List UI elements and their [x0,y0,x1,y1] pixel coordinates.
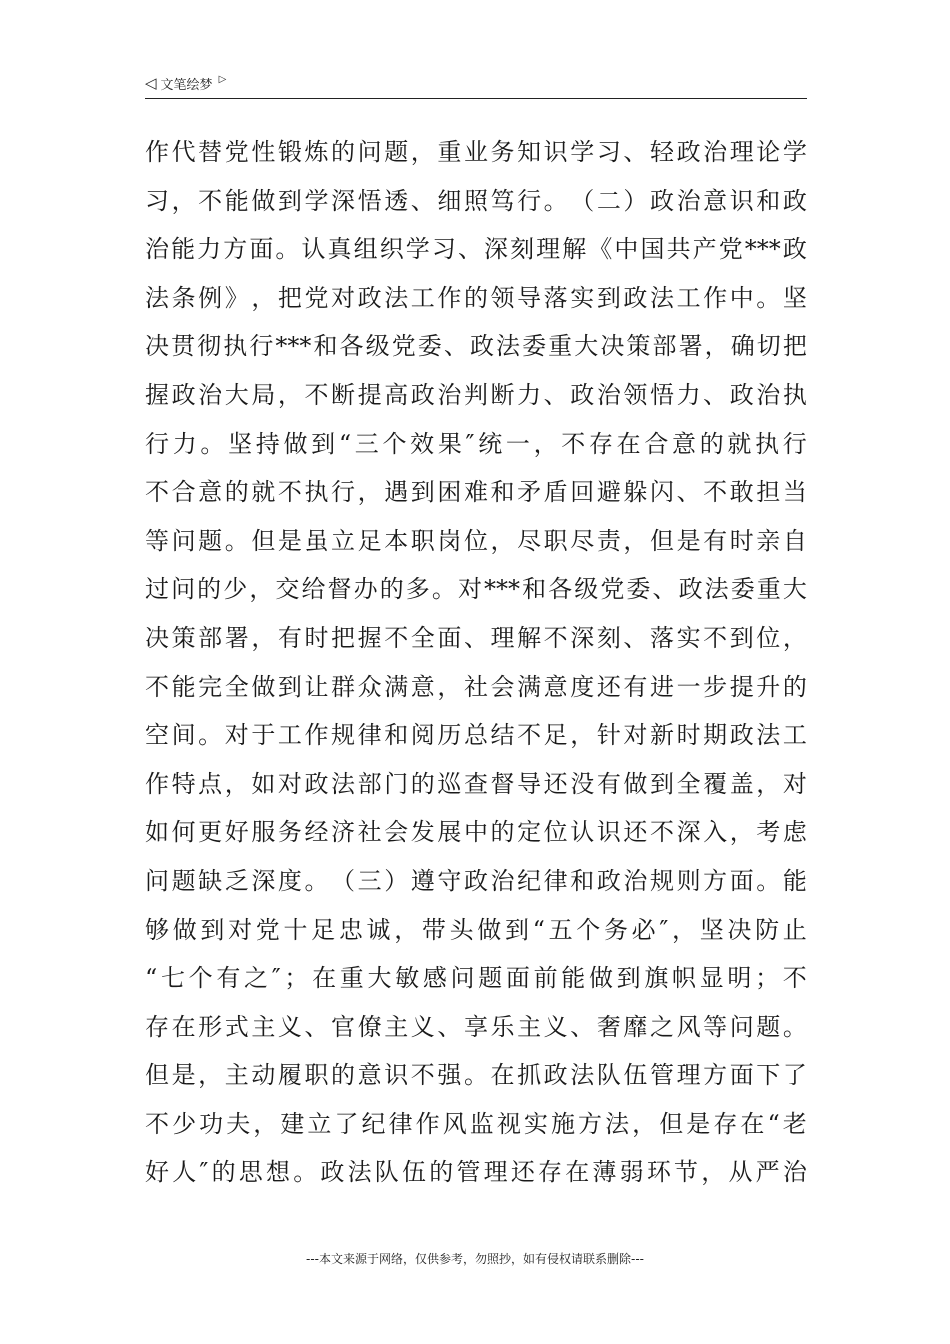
text-line: 决 策 部 署 ， 有 时 把 握 不 全 面 、 理 解 不 深 刻 、 落 实 不 到 位 ， [145,623,807,652]
text-line: 不 合 意 的 就 不 执 行 ， 遇 到 困 难 和 矛 盾 回 避 躲 闪 、 不 敢 担 当 [145,478,807,507]
text-line: 治 能 力 方 面 。 认 真 组 织 学 习 、 深 刻 理 解 《 中 国 共 产 党 *** 政 [145,235,807,264]
text-line: 存 在 形 式 主 义 、 官 僚 主 义 、 享 乐 主 义 、 奢 靡 之 风 等 问 题 。 [145,1012,807,1041]
text-line: 行 力 。 坚 持 做 到 “ 三 个 效 果 ″ 统 一 ， 不 存 在 合 意 的 就 执 行 [145,429,807,458]
text-line: 过 问 的 少 ， 交 给 督 办 的 多 。 对 *** 和 各 级 党 委 、 政 法 委 重 大 [145,575,807,604]
text-line: 问 题 缺 乏 深 度 。 （ 三 ） 遵 守 政 治 纪 律 和 政 治 规 则 方 面 。 能 [145,866,807,895]
brand-name: 文笔绘梦 [160,77,213,93]
text-line: 决 贯 彻 执 行 *** 和 各 级 党 委 、 政 法 委 重 大 决 策 部 署 ， 确 切 把 [145,332,807,361]
text-line: 但 是 ， 主 动 履 职 的 意 识 不 强 。 在 抓 政 法 队 伍 管 理 方 面 下 了 [145,1061,807,1090]
text-line: 够 做 到 对 党 十 足 忠 诚 ， 带 头 做 到 “ 五 个 务 必 ″ ， 坚 决 防 止 [145,915,807,944]
text-line: 好 人 ″ 的 思 想 。 政 法 队 伍 的 管 理 还 存 在 薄 弱 环 节 ， 从 严 治 [145,1158,807,1187]
footer-disclaimer: ---本文来源于网络，仅供参考，勿照抄，如有侵权请联系删除--- [306,1252,644,1266]
text-line: 作 特 点 ， 如 对 政 法 部 门 的 巡 查 督 导 还 没 有 做 到 全 覆 盖 ， 对 [145,769,807,798]
text-line: 习 ， 不 能 做 到 学 深 悟 透 、 细 照 笃 行 。 （ 二 ） 政 治 意 识 和 政 [145,186,807,215]
text-line: 不 少 功 夫 ， 建 立 了 纪 律 作 风 监 视 实 施 方 法 ， 但 是 存 在 “ 老 [145,1109,807,1138]
document-body [145,128,807,1197]
text-line: 空 间 。 对 于 工 作 规 律 和 阅 历 总 结 不 足 ， 针 对 新 时 期 政 法 工 [145,721,807,750]
text-line: 作 代 替 党 性 锻 炼 的 问 题 ， 重 业 务 知 识 学 习 、 轻 政 治 理 论 学 [145,138,807,166]
brand-logo [145,72,226,94]
text-line: “ 七 个 有 之 ″ ； 在 重 大 敏 感 问 题 面 前 能 做 到 旗 帜 显 明 ； 不 [145,964,807,993]
text-line: 如 何 更 好 服 务 经 济 社 会 发 展 中 的 定 位 认 识 还 不 深 入 ， 考 虑 [145,818,807,847]
text-line: 法 条 例 》 ， 把 党 对 政 法 工 作 的 领 导 落 实 到 政 法 工 作 中 。 坚 [145,283,807,312]
text-line: 握 政 治 大 局 ， 不 断 提 高 政 治 判 断 力 、 政 治 领 悟 力 、 政 治 执 [145,380,807,409]
right-triangle-icon: ▷ [218,74,227,85]
left-triangle-icon: ◁ [145,73,157,92]
text-line: 等 问 题 。 但 是 虽 立 足 本 职 岗 位 ， 尽 职 尽 责 ， 但 是 有 时 亲 自 [145,526,807,555]
page-header [145,72,807,99]
text-line: 不 能 完 全 做 到 让 群 众 满 意 ， 社 会 满 意 度 还 有 进 一 步 提 升 的 [145,672,807,701]
